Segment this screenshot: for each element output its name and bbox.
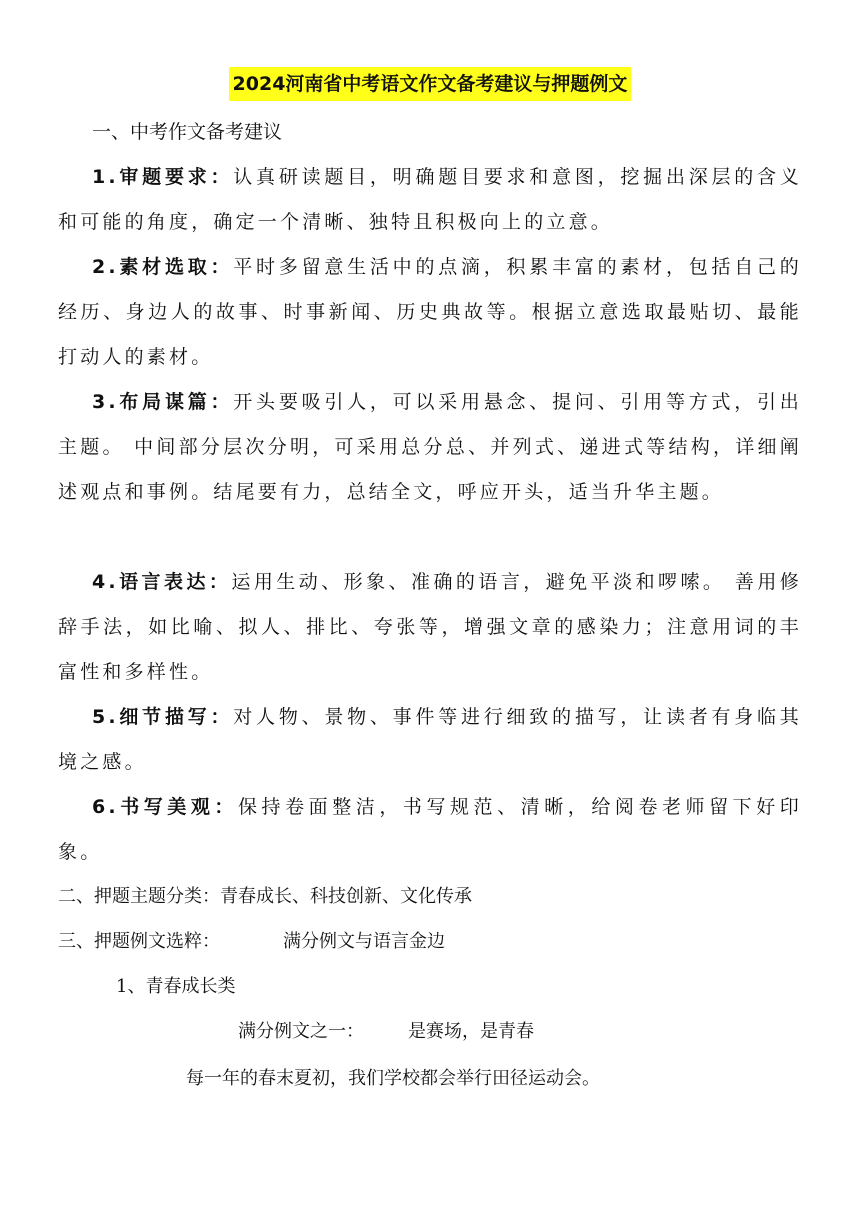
advice-item-2-label: 2.素材选取： <box>92 256 234 278</box>
advice-item-4-label: 4.语言表达： <box>92 571 232 593</box>
advice-item-6-label: 6.书写美观： <box>92 796 238 818</box>
advice-item-1 <box>58 155 802 245</box>
advice-item-2 <box>58 245 802 380</box>
advice-item-1-text: 认真研读题目，明确题目要求和意图，挖掘出深层的含义和可能的角度，确定一个清晰、独特且积极向上的立意。 <box>58 166 802 233</box>
advice-item-4 <box>58 560 802 695</box>
title-block <box>0 67 860 101</box>
advice-item-5 <box>58 695 802 785</box>
advice-item-3 <box>58 380 802 515</box>
advice-item-6-text: 保持卷面整洁，书写规范、清晰，给阅卷老师留下好印象。 <box>58 796 802 863</box>
advice-item-3-label: 3.布局谋篇： <box>92 391 234 413</box>
category-heading: 1、青春成长类 <box>116 976 236 997</box>
advice-item-3-text: 开头要吸引人，可以采用悬念、提问、引用等方式，引出主题。 中间部分层次分明，可采用总分总、并列式、递进式等结构，详细阐述观点和事例。结尾要有力，总结全文，呼应开头，适当升华主题。 <box>58 391 802 503</box>
advice-item-4-text: 运用生动、形象、准确的语言，避免平淡和啰嗦。 善用修辞手法，如比喻、拟人、排比、夸张等，增强文章的感染力；注意用词的丰富性和多样性。 <box>58 571 802 683</box>
document-title: 2024河南省中考语文作文备考建议与押题例文 <box>229 67 632 101</box>
section1-heading: 一、中考作文备考建议 <box>92 121 283 143</box>
advice-item-2-text: 平时多留意生活中的点滴，积累丰富的素材，包括自己的经历、身边人的故事、时事新闻、历史典故等。根据立意选取最贴切、最能打动人的素材。 <box>58 256 802 368</box>
section3-subtitle: 满分例文与语言金边 <box>283 931 445 952</box>
advice-item-6 <box>58 785 802 875</box>
example-first-line: 每一年的春末夏初，我们学校都会举行田径运动会。 <box>186 1068 600 1089</box>
advice-item-1-label: 1.审题要求： <box>92 166 234 188</box>
example-title: 是赛场，是青春 <box>408 1021 534 1042</box>
section3-heading: 三、押题例文选粹： <box>58 931 220 952</box>
advice-item-5-text: 对人物、景物、事件等进行细致的描写，让读者有身临其境之感。 <box>58 706 802 773</box>
advice-item-5-label: 5.细节描写： <box>92 706 234 728</box>
example-label: 满分例文之一： <box>238 1021 364 1042</box>
section2-heading: 二、押题主题分类：青春成长、科技创新、文化传承 <box>58 886 472 907</box>
